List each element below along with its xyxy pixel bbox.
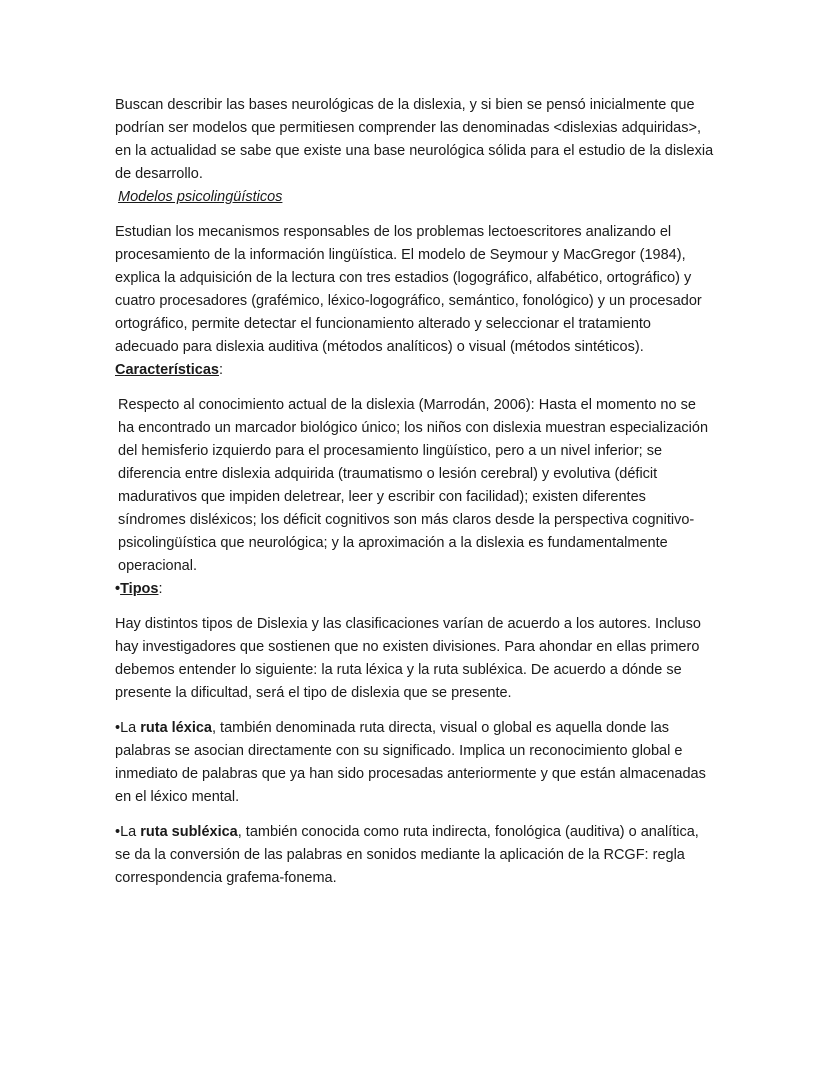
ruta-lexica-paragraph [115, 717, 715, 809]
ruta-sublexica-text: , también conocida como ruta indirecta, fonológica (auditiva) o analítica, se da la conversión de las palabras en sonidos mediante la aplicación de la RCGF: regla correspondencia grafema-fonema. [115, 824, 699, 886]
ruta-sublexica-term: ruta subléxica [140, 824, 238, 840]
modelos-paragraph: Estudian los mecanismos responsables de los problemas lectoescritores analizando el procesamiento de la información lingüística. El modelo de Seymour y MacGregor (1984), explica la adquisición de la lectura con tres estadios (logográfico, alfabético, ortográfico) y cuatro procesadores (grafémico, léxico-logográfico, semántico, fonológico) y un procesador ortográfico, permite detectar el funcionamiento alterado y seleccionar el tratamiento adecuado para dislexia auditiva (métodos analíticos) o visual (métodos sintéticos). [115, 224, 702, 355]
ruta-sublexica-paragraph [115, 821, 715, 890]
caracteristicas-colon: : [219, 362, 224, 378]
caracteristicas-heading [115, 359, 715, 382]
ruta-lexica-prefix: •La [115, 720, 141, 736]
tipos-heading-text: Tipos [120, 581, 159, 597]
caracteristicas-paragraph: Respecto al conocimiento actual de la dislexia (Marrodán, 2006): Hasta el momento no se ha encontrado un marcador biológico único; los niños con dislexia muestran especialización del hemisferio izquierdo para el procesamiento lingüístico, pero a un nivel inferior; se diferencia entre dislexia adquirida (traumatismo o lesión cerebral) y evolutiva (déficit madurativos que impiden deletrear, leer y escribir con facilidad); existen diferentes síndromes disléxicos; los déficit cognitivos son más claros desde la perspectiva cognitivo-psicolingüística que neurológica; y la aproximación a la dislexia es fundamentalmente operacional. [118, 397, 709, 574]
tipos-colon: : [158, 581, 163, 597]
ruta-sublexica-prefix: •La [115, 824, 141, 840]
modelos-heading-text: Modelos psicolingüísticos [118, 189, 283, 205]
ruta-lexica-text: , también denominada ruta directa, visual o global es aquella donde las palabras se asocian directamente con su significado. Implica un reconocimiento global e inmediato de palabras que ya han sido procesadas anteriormente y que están almacenadas en el léxico mental. [115, 720, 706, 805]
document-page [115, 94, 715, 890]
modelos-heading [115, 186, 715, 209]
tipos-bullet: • [115, 581, 121, 597]
tipos-paragraph: Hay distintos tipos de Dislexia y las clasificaciones varían de acuerdo a los autores. Incluso hay investigadores que sostienen que no existen divisiones. Para ahondar en ellas primero debemos entender lo siguiente: la ruta léxica y la ruta subléxica. De acuerdo a dónde se presente la dificultad, será el tipo de dislexia que se presente. [115, 616, 701, 701]
tipos-heading [115, 578, 715, 601]
intro-paragraph: Buscan describir las bases neurológicas de la dislexia, y si bien se pensó inicialmente que podrían ser modelos que permitiesen comprender las denominadas <dislexias adquiridas>, en la actualidad se sabe que existe una base neurológica sólida para el estudio de la dislexia de desarrollo. [115, 97, 714, 182]
ruta-lexica-term: ruta léxica [140, 720, 212, 736]
caracteristicas-heading-text: Características [115, 362, 219, 378]
